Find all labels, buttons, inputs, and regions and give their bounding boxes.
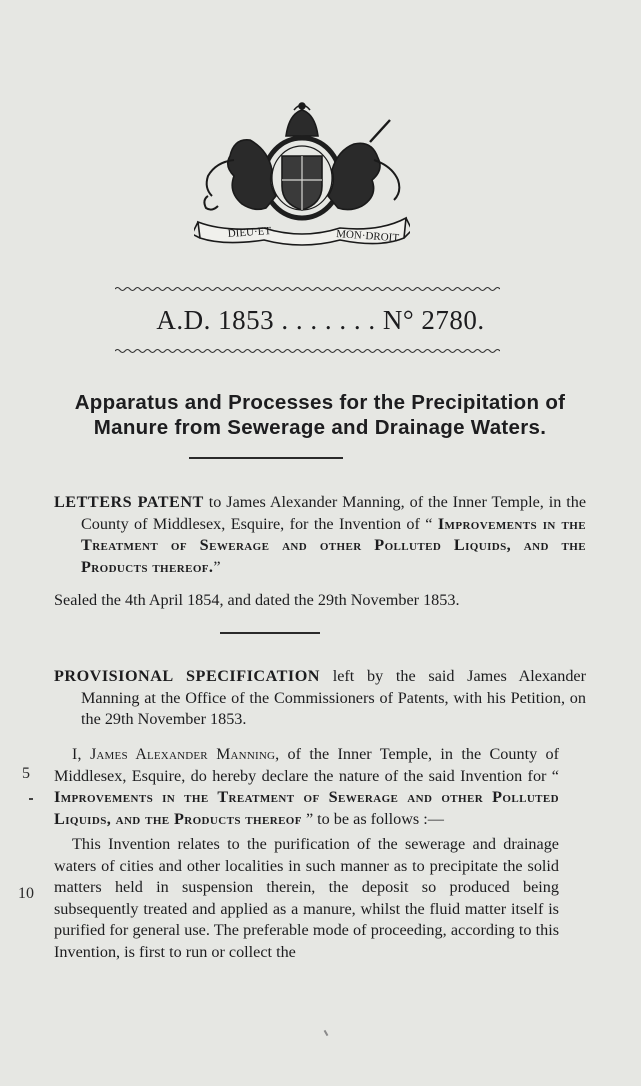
sealed-date-line xyxy=(54,590,559,612)
sealed-date-text: Sealed the 4th April 1854, and dated the 29th November 1853. xyxy=(54,591,460,609)
margin-line-number-5: 5 xyxy=(22,765,30,782)
provisional-specification-paragraph xyxy=(54,666,586,731)
decorative-wavy-rule-bottom xyxy=(115,348,500,354)
title-divider xyxy=(189,457,343,459)
body-paragraph-2-text: This Invention relates to the purification of the sewerage and drainage waters of cities and other localities in such manner as to precipitate the solid matters held in suspension therein, the deposit so produced being subsequently treated and applied as a manure, whilst the fluid matter itself is purified for general use. The preferable mode of proceeding, according to this Invention, is first to run or collect the xyxy=(54,835,559,961)
inventor-name: I, James Alexander Manning xyxy=(72,746,276,763)
patent-number-line xyxy=(0,305,641,336)
section-divider xyxy=(220,632,320,634)
margin-line-number-10: 10 xyxy=(18,885,34,902)
provisional-specification-text: left by the said James Alexander Manning at the Office of the Commissioners of Patents, with his Petition, on the 29th November 1853. xyxy=(81,667,586,728)
provisional-specification-heading: PROVISIONAL SPECIFICATION xyxy=(54,667,320,685)
patent-title xyxy=(40,390,600,440)
letters-patent-close-quote: ” xyxy=(213,557,221,576)
paper-speck xyxy=(324,1030,329,1036)
body-paragraph-1 xyxy=(54,744,559,830)
body-paragraph-1-end: ” to be as follows :— xyxy=(301,809,444,828)
patent-number-text: A.D. 1853 . . . . . . . N° 2780. xyxy=(156,305,485,335)
decorative-wavy-rule-top xyxy=(115,286,500,292)
body-invention-name: Improvements in the Treatment of Sewerage and other Polluted Liquids, and the Products thereof xyxy=(54,788,559,828)
margin-tick-mark xyxy=(29,798,33,800)
body-paragraph-1-text: , of the Inner Temple, in the County of Middlesex, Esquire, do hereby declare the nature of the said Invention for “ xyxy=(54,745,559,785)
svg-text:DIEU·ET: DIEU·ET xyxy=(227,224,272,240)
letters-patent-heading: LETTERS PATENT xyxy=(54,493,204,511)
letters-patent-invention-name: Improvements in the Treatment of Sewerage and other Polluted Liquids, and the Products thereof. xyxy=(81,514,586,576)
patent-title-line-1: Apparatus and Processes for the Precipitation of xyxy=(74,391,566,414)
letters-patent-text: to James Alexander Manning, of the Inner Temple, in the County of Middlesex, Esquire, for the Invention of “ xyxy=(81,493,587,533)
letters-patent-paragraph xyxy=(54,492,586,578)
body-paragraph-2 xyxy=(54,834,559,963)
patent-title-line-2: Manure from Sewerage and Drainage Waters. xyxy=(93,416,547,439)
svg-text:MON·DROIT: MON·DROIT xyxy=(335,228,400,245)
royal-coat-of-arms-icon xyxy=(194,100,410,248)
